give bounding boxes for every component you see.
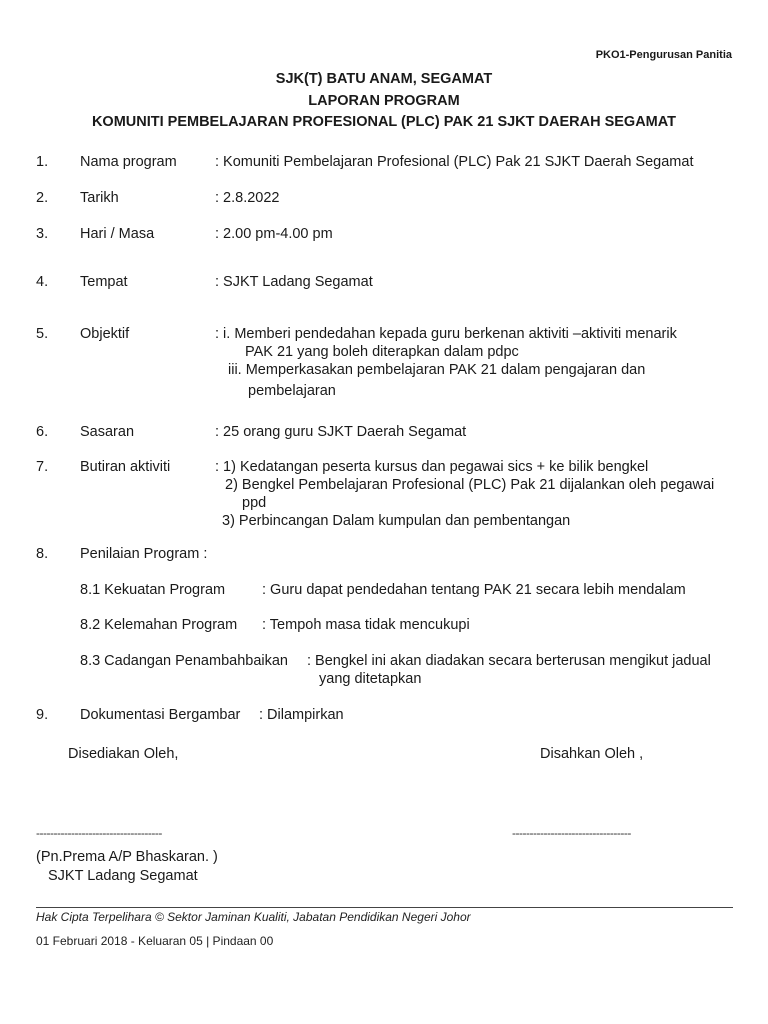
item-number: 8. xyxy=(36,546,49,562)
item-value: : i. Memberi pendedahan kepada guru berkenan aktiviti –aktiviti menarik xyxy=(215,326,677,342)
prepared-by-label: Disediakan Oleh, xyxy=(68,746,179,762)
footer-divider xyxy=(36,907,733,908)
evaluation-value-line: yang ditetapkan xyxy=(319,671,422,687)
preparer-name: (Pn.Prema A/P Bhaskaran. ) xyxy=(36,849,218,865)
evaluation-value: : Bengkel ini akan diadakan secara berterusan mengikut jadual xyxy=(307,653,711,669)
evaluation-value: : Guru dapat pendedahan tentang PAK 21 secara lebih mendalam xyxy=(262,582,686,598)
item-number: 2. xyxy=(36,190,49,206)
item-value: : 2.00 pm-4.00 pm xyxy=(215,226,333,242)
school-name: SJK(T) BATU ANAM, SEGAMAT xyxy=(275,71,493,87)
approved-by-label: Disahkan Oleh , xyxy=(540,746,644,762)
objective-line: PAK 21 yang boleh diterapkan dalam pdpc xyxy=(245,344,519,360)
item-label: Sasaran xyxy=(80,424,135,440)
item-label: Objektif xyxy=(80,326,130,342)
item-value: : 2.8.2022 xyxy=(215,190,280,206)
item-label: Butiran aktiviti xyxy=(80,459,171,475)
document-code: PKO1-Pengurusan Panitia xyxy=(595,49,732,61)
item-number: 6. xyxy=(36,424,49,440)
evaluation-label: 8.1 Kekuatan Program xyxy=(80,582,226,598)
objective-line: pembelajaran xyxy=(248,383,336,399)
evaluation-label: 8.2 Kelemahan Program xyxy=(80,617,238,633)
activity-line: ppd xyxy=(242,495,267,511)
date-version-text: 01 Februari 2018 - Keluaran 05 | Pindaan 00 xyxy=(36,934,274,948)
activity-line: 2) Bengkel Pembelajaran Profesional (PLC) Pak 21 dijalankan oleh pegawai xyxy=(225,477,715,493)
item-label: Tempat xyxy=(80,274,128,290)
item-number: 4. xyxy=(36,274,49,290)
item-number: 1. xyxy=(36,154,49,170)
activity-line: 3) Perbincangan Dalam kumpulan dan pembentangan xyxy=(222,513,571,529)
evaluation-label: 8.3 Cadangan Penambahbaikan xyxy=(80,653,288,669)
item-label: Penilaian Program : xyxy=(80,546,208,562)
item-value: : 1) Kedatangan peserta kursus dan pegawai sics + ke bilik bengkel xyxy=(215,459,649,475)
signature-line-right: ---------------------------------- xyxy=(512,826,631,840)
item-value: : 25 orang guru SJKT Daerah Segamat xyxy=(215,424,467,440)
item-number: 5. xyxy=(36,326,49,342)
item-number: 3. xyxy=(36,226,49,242)
item-label: Dokumentasi Bergambar xyxy=(80,707,241,723)
signature-line-left: ------------------------------------ xyxy=(36,826,162,840)
item-label: Nama program xyxy=(80,154,177,170)
preparer-school: SJKT Ladang Segamat xyxy=(48,868,198,884)
report-title: LAPORAN PROGRAM xyxy=(308,93,460,109)
item-label: Tarikh xyxy=(80,190,119,206)
item-value: : SJKT Ladang Segamat xyxy=(215,274,373,290)
item-value: : Dilampirkan xyxy=(259,707,344,723)
item-number: 7. xyxy=(36,459,49,475)
copyright-text: Hak Cipta Terpelihara © Sektor Jaminan Kualiti, Jabatan Pendidikan Negeri Johor xyxy=(36,910,471,924)
item-number: 9. xyxy=(36,707,49,723)
program-title: KOMUNITI PEMBELAJARAN PROFESIONAL (PLC) PAK 21 SJKT DAERAH SEGAMAT xyxy=(91,114,677,130)
item-label: Hari / Masa xyxy=(80,226,155,242)
item-value: : Komuniti Pembelajaran Profesional (PLC) Pak 21 SJKT Daerah Segamat xyxy=(215,154,694,170)
objective-line: iii. Memperkasakan pembelajaran PAK 21 dalam pengajaran dan xyxy=(228,362,646,378)
evaluation-value: : Tempoh masa tidak mencukupi xyxy=(262,617,470,633)
